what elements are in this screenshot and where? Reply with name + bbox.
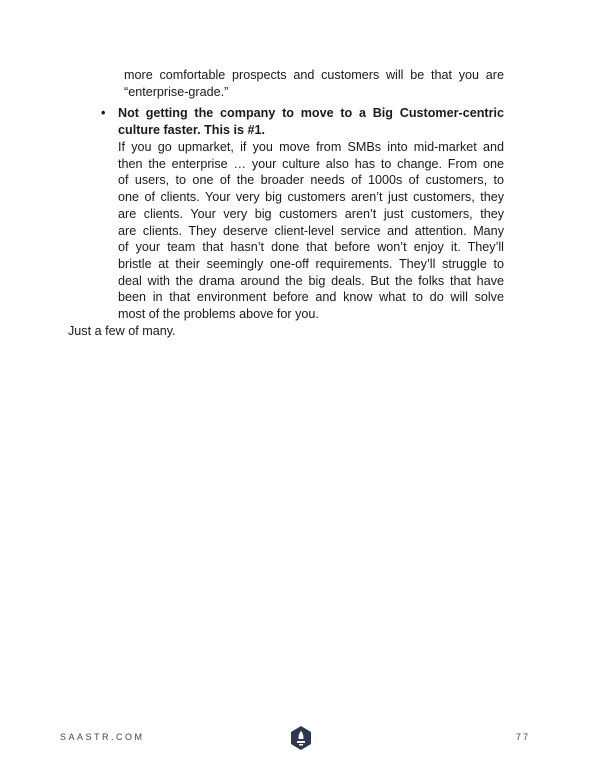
continuation-line: “enterprise-grade.” xyxy=(124,85,229,99)
page-number: 77 xyxy=(516,732,531,742)
body-line: If you go upmarket, if you move from SMBs into mid-market and xyxy=(118,140,504,154)
bullet-heading: culture faster. This is #1. xyxy=(118,123,265,137)
bullet-heading: Not getting the company to move to a Big Customer-centric xyxy=(118,106,504,120)
body-line: been in that environment before and know what to do will solve xyxy=(118,290,504,305)
body-line: then the enterprise … your culture also has to change. From one xyxy=(118,156,504,171)
footer-site: SAASTR.COM xyxy=(60,732,145,742)
body-line: of users, to one of the broader needs of 1000s of customers, to xyxy=(118,173,504,188)
body-line: are clients. They deserve client-level service and attention. Many xyxy=(118,223,504,238)
bullet-marker: • xyxy=(101,106,106,120)
body-line: deal with the drama around the big deals. But the folks that have xyxy=(118,273,504,288)
body-line: one of clients. Your very big customers aren’t just customers, they xyxy=(118,190,504,205)
saastr-logo-icon xyxy=(290,726,312,750)
body-line: most of the problems above for you. xyxy=(118,307,319,321)
closing-text: Just a few of many. xyxy=(68,324,176,338)
body-line: bristle at their seemingly one-off requirements. They’ll struggle to xyxy=(118,256,504,271)
continuation-line: more comfortable prospects and customers will be that you are xyxy=(124,68,504,82)
body-line: are clients. Your very big customers aren’t just customers, they xyxy=(118,206,504,221)
body-line: of your team that hasn’t done that before won’t enjoy it. They’ll xyxy=(118,240,504,255)
